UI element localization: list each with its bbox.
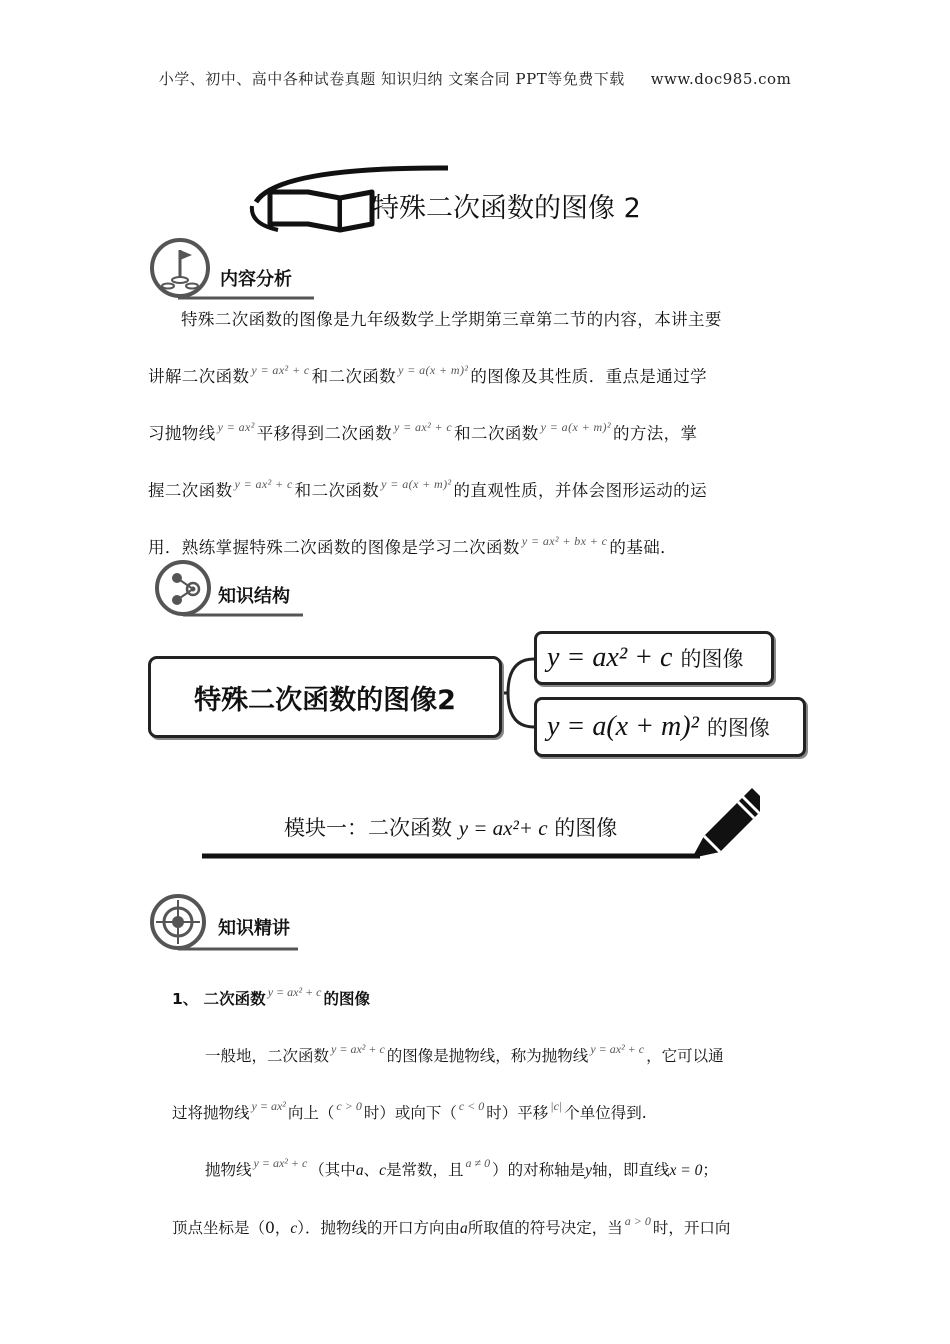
tree-main-node: 特殊二次函数的图像2 xyxy=(148,656,502,738)
text: 的图像是抛物线，称为抛物线 xyxy=(386,1047,589,1065)
text: ； xyxy=(702,1161,718,1179)
section-knowledge-structure: 知识结构 xyxy=(218,586,290,607)
text: （其中 xyxy=(309,1161,356,1179)
math-formula: y = ax² + c xyxy=(267,985,322,999)
var: c xyxy=(290,1220,298,1237)
text: 讲解二次函数 xyxy=(148,367,250,386)
math-formula: y = ax² + c xyxy=(331,1042,385,1056)
page-header xyxy=(0,68,950,89)
tree-leaf-2 xyxy=(534,697,806,757)
math-formula: y = a(x + m)² xyxy=(540,420,611,434)
math-formula: y = ax² + c xyxy=(251,363,310,377)
math-formula: y = ax² xyxy=(217,420,255,434)
pencil-icon xyxy=(200,786,760,862)
header-site: www.doc985.com xyxy=(650,70,792,88)
math-formula: y = ax² + c xyxy=(590,1042,645,1056)
var: x = 0 xyxy=(669,1162,703,1179)
analysis-paragraph xyxy=(148,295,808,573)
var: y xyxy=(585,1162,592,1179)
text: 一般地，二次函数 xyxy=(205,1047,330,1065)
text: 向上（ xyxy=(287,1104,335,1122)
header-text: 小学、初中、高中各种试卷真题 知识归纳 文案合同 PPT等免费下载 xyxy=(158,70,625,88)
module-prefix: 模块一：二次函数 xyxy=(284,816,452,840)
math-formula: a ≠ 0 xyxy=(465,1156,491,1170)
text: 抛物线 xyxy=(205,1161,252,1179)
text: 时，开口向 xyxy=(652,1219,731,1237)
analysis-line-2 xyxy=(148,345,808,402)
section-knowledge-lecture: 知识精讲 xyxy=(218,918,290,939)
analysis-line-1: 特殊二次函数的图像是九年级数学上学期第三章第二节的内容，本讲主要 xyxy=(181,310,722,329)
text: ，它可以通 xyxy=(646,1047,724,1065)
lecture-line-4 xyxy=(172,1196,812,1254)
text: 所取值的符号决定，当 xyxy=(467,1219,623,1237)
analysis-line-4 xyxy=(148,459,808,516)
math-formula: y = ax² + bx + c xyxy=(521,534,608,548)
math-formula: c < 0 xyxy=(458,1099,485,1113)
text: 时）平移 xyxy=(486,1104,549,1122)
text: 平移得到二次函数 xyxy=(256,424,392,443)
text: ）．抛物线的开口方向由 xyxy=(297,1219,461,1237)
item-title xyxy=(172,985,370,1009)
text: 的图像 xyxy=(323,990,370,1008)
lecture-line-2 xyxy=(172,1081,812,1138)
leaf-suffix: 的图像 xyxy=(706,716,770,740)
section-content-analysis: 内容分析 xyxy=(220,269,292,290)
text: 和二次函数 xyxy=(294,481,380,500)
math-formula: y = ax² + c xyxy=(393,420,453,434)
text: 1、 二次函数 xyxy=(172,990,266,1008)
text: 习抛物线 xyxy=(148,424,216,443)
math-formula: a > 0 xyxy=(624,1214,651,1228)
text: 和二次函数 xyxy=(454,424,539,443)
text: 是常数，且 xyxy=(385,1161,464,1179)
text: 握二次函数 xyxy=(148,481,233,500)
math-formula: y = ax² xyxy=(251,1099,286,1113)
text: 的方法，掌 xyxy=(612,424,698,443)
leaf-math: y = ax² + c xyxy=(547,642,673,673)
text: 用．熟练掌握特殊二次函数的图像是学习二次函数 xyxy=(148,538,520,557)
text: 个单位得到. xyxy=(564,1104,647,1122)
math-formula: y = ax² + c xyxy=(234,477,293,491)
lecture-line-3 xyxy=(172,1138,812,1196)
text: 时）或向下（ xyxy=(363,1104,457,1122)
leaf-math: y = a(x + m)² xyxy=(547,711,699,742)
text: 顶点坐标是（0， xyxy=(172,1219,291,1237)
leaf-suffix: 的图像 xyxy=(680,647,744,671)
module-math: y = ax²+ c xyxy=(458,816,548,840)
text: 、 xyxy=(363,1161,380,1179)
text: 轴，即直线 xyxy=(591,1161,670,1179)
var: a xyxy=(355,1162,364,1179)
text: 的图像及其性质．重点是通过学 xyxy=(470,367,707,386)
analysis-line-3 xyxy=(148,402,808,459)
text: 和二次函数 xyxy=(311,367,397,386)
text: 过将抛物线 xyxy=(172,1104,250,1122)
math-formula: c > 0 xyxy=(336,1099,362,1113)
text: ）的对称轴是 xyxy=(492,1161,586,1179)
text: 的基础． xyxy=(609,538,678,557)
module-suffix: 的图像 xyxy=(554,816,618,840)
math-formula: y = ax² + c xyxy=(253,1156,308,1170)
text: 的直观性质，并体会图形运动的运 xyxy=(453,481,707,500)
lecture-body xyxy=(172,1024,812,1254)
tree-leaf-1 xyxy=(534,631,774,685)
lecture-line-1 xyxy=(172,1024,812,1081)
page-title: 特殊二次函数的图像 2 xyxy=(372,193,641,224)
var: c xyxy=(379,1162,386,1179)
math-formula: |c| xyxy=(550,1099,563,1113)
math-formula: y = a(x + m)² xyxy=(398,363,469,377)
math-formula: y = a(x + m)² xyxy=(381,477,452,491)
var: a xyxy=(460,1220,468,1237)
